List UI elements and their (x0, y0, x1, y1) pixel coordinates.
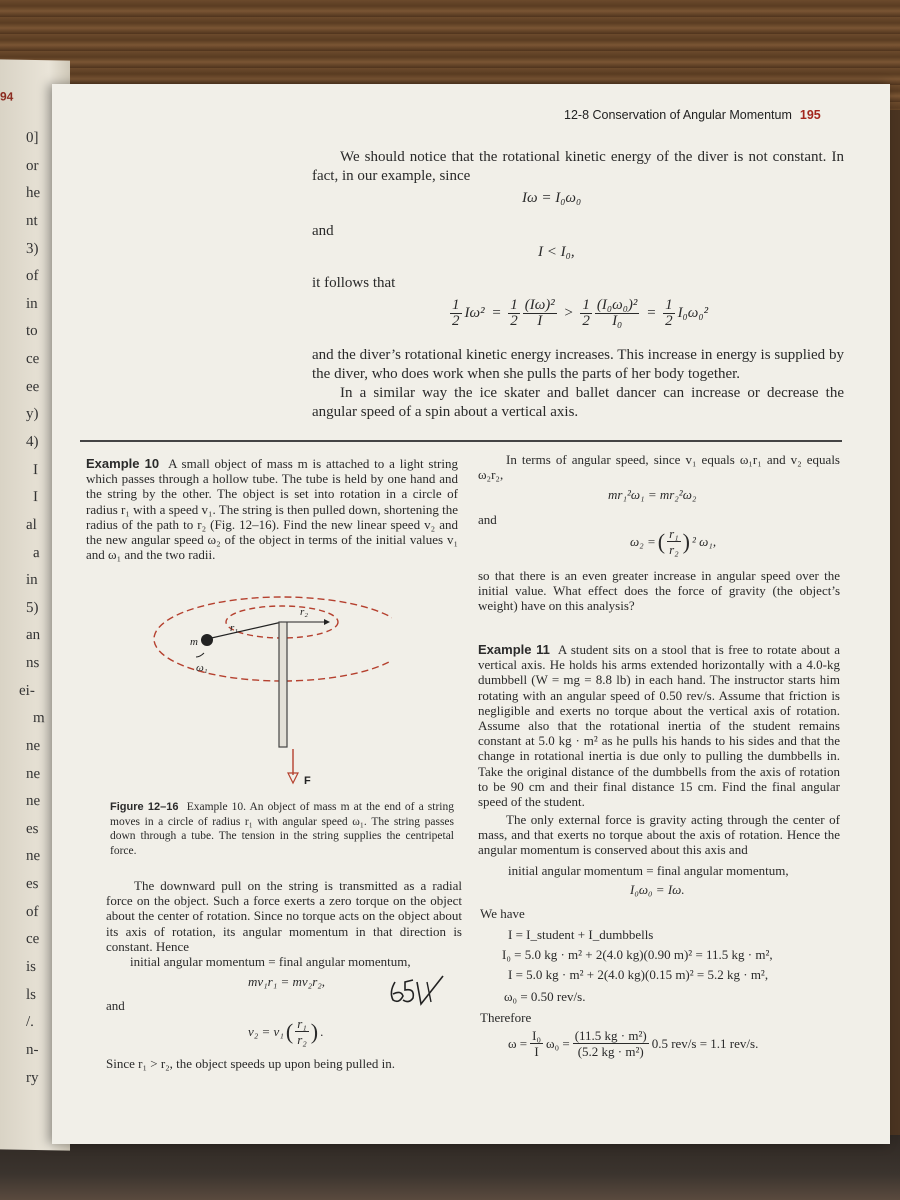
example-11-equation-1: initial angular momentum = final angular momentum, (508, 863, 789, 878)
label-r2: r₂ (300, 606, 309, 618)
left-margin-fragment: m (33, 710, 45, 727)
r1-over-r2-squared: $\frac{\text{r₁}}{\text{r₂}}$ (669, 526, 679, 557)
figure-caption-text: Example 10. An object of mass m at the end of a string moves in a circle of radius r₁ with angular speed ω₁. The string passes down through a tube. The tension in the string supplies the centripetal force. (110, 801, 454, 857)
left-margin-fragment: in (26, 571, 38, 589)
eq-lhs: Iω² (464, 305, 485, 321)
left-page-number: 94 (0, 89, 14, 104)
right-paragraph-1: In terms of angular speed, since v₁ equals ω₁r₁ and v₂ equals ω₂r₂, (478, 452, 840, 483)
kinetic-energy-equation: $\frac{1}{2}$ Iω² = $\frac{1}{2}$ $\frac{\text{(Iω)²}}{I}$ > $\frac{1}{2}$ $\frac{\text{(I₀ω₀)²}}{\text{I₀}}$ = $\frac{1}{2}$ I₀ω₀² (452, 297, 709, 329)
right-and: and (478, 512, 497, 527)
left-margin-fragment: is (26, 958, 37, 976)
left-margin-fragment: I (33, 461, 38, 478)
left-margin-fragment: ls (26, 986, 37, 1003)
example-11-equation-7 (508, 1028, 758, 1059)
frac-half-2: $\frac{1}{2}$ (510, 297, 518, 329)
solution-10-and: and (106, 998, 125, 1013)
intro-paragraph-3: In a similar way the ice skater and ballet dancer can increase or decrease the angular speed of a spin about a vertical axis. (312, 385, 844, 420)
example-11-text (478, 642, 840, 809)
left-margin-fragment: 5) (26, 599, 39, 616)
r2-arrowhead (324, 619, 330, 625)
left-margin-fragment: ce (26, 931, 40, 948)
intro-equation-1: Iω = I₀ω₀ (522, 190, 582, 206)
intro-paragraph-1: We should notice that the rotational kinetic energy of the diver is not constant. In fact, in our example, since (312, 149, 844, 184)
solution-10-equation-2: mv₁r₁ = mv₂r₂, (248, 974, 326, 989)
solution-10-equation-3: v₂ = v₁ ( $\frac{\text{r₁}}{\text{r₂}}$ ) . (248, 1016, 324, 1047)
example-11-equation-3: I = I_student + I_dumbbells (508, 927, 654, 942)
section-rule (80, 440, 842, 442)
example-11-equation-5: I = 5.0 kg · m² + 2(4.0 kg)(0.15 m)² = 5.2 kg · m², (508, 967, 769, 982)
left-margin-fragment: in (26, 295, 38, 312)
frac-half-3: $\frac{1}{2}$ (582, 297, 590, 329)
left-margin-fragment: ne (26, 793, 41, 810)
example-11-we-have: We have (480, 906, 525, 921)
header-section-title: 12-8 Conservation of Angular Momentum (564, 108, 792, 122)
left-margin-fragment: es (26, 875, 39, 893)
label-F: F (304, 775, 311, 787)
frac-half-4: $\frac{1}{2}$ (665, 297, 673, 329)
left-margin-fragment: 0] (26, 129, 39, 147)
intro-and: and (312, 223, 334, 239)
intro-it-follows: it follows that (312, 275, 396, 291)
label-omega1: ω₁ (196, 662, 208, 674)
right-equation-2: ω₂ = ( $\frac{\text{r₁}}{\text{r₂}}$ ) ² ω₁, (630, 526, 717, 557)
left-margin-fragment: ry (26, 1069, 39, 1086)
floor-background (0, 1135, 900, 1200)
left-margin-fragment: or (26, 157, 39, 174)
left-margin-fragment: he (26, 185, 41, 202)
left-margin-fragment: n- (26, 1041, 39, 1058)
omega-arrow (196, 653, 204, 657)
left-margin-fragment: ei- (19, 682, 35, 699)
left-margin-fragment: ne (26, 765, 41, 782)
example-11-body: A student sits on a stool that is free to rotate about a vertical axis. He holds his arms extended horizontally with a 4.0-kg dumbbell (W = mg = 8.8 lb) in each hand. The instructor starts him rotating with an angular speed of 0.50 rev/s. Assume that friction is negligible and exerts no torque about the vertical axis of rotation. Assume also that the rotational inertia of the student remains constant at 5.0 kg · m² as he pulls his hands to his sides and that the change in rotational inertia is due only to pulling the dumbbells in. Take the original distance of the dumbbells from the axis of rotation to be 90 cm and their final distance 15 cm. Find the final angular speed of the student. (478, 642, 840, 810)
example-11-label: Example 11 (478, 642, 550, 657)
left-margin-fragment: a (33, 544, 40, 561)
left-margin-fragment: to (26, 323, 38, 340)
solution-10-equation-1: initial angular momentum = final angular momentum, (130, 954, 411, 969)
example-10-body: A small object of mass m is attached to a light string which passes through a hollow tube. The tube is held by one hand and the string by the other. The object is set into rotation in a circle of radius r₁ with a speed v₁. The string is then pulled down, shortening the radius of the path to r₂ (Fig. 12–16). Find the new linear speed v₂ and the new angular speed ω₂ of the object in terms of the initial values v₁ and ω₁ and the two radii. (86, 456, 458, 563)
right-paragraph-2: so that there is an even greater increase in angular speed over the initial value. What effect does the force of gravity (the object’s weight) have on this analysis? (478, 568, 840, 614)
example-10-text (86, 456, 458, 562)
omega-lhs: ω = (508, 1035, 528, 1051)
left-margin-fragment: /. (26, 1014, 34, 1031)
solution-10-paragraph-1: The downward pull on the string is transmitted as a radial force on the object. Such a force exerts a zero torque on the object about the center of rotation. Since no torque acts on the object about its axis of rotation, its angular momentum in that direction is constant. Hence (106, 878, 462, 954)
r1-over-r2: $\frac{\text{r₁}}{\text{r₂}}$ (297, 1016, 307, 1047)
example-11-equation-4: I₀ = 5.0 kg · m² + 2(4.0 kg)(0.90 m)² = 11.5 kg · m², (502, 947, 773, 962)
handwritten-text (387, 974, 388, 975)
inertia-ratio: $\frac{\text{(11.5 kg · m²)}}{\text{(5.2 kg · m²)}}$ (574, 1028, 647, 1059)
left-margin-fragment: es (26, 820, 39, 837)
running-header (564, 108, 821, 122)
left-margin-fragment: ne (26, 848, 41, 865)
left-margin-fragment: I (33, 489, 38, 506)
frac-iw: $\frac{\text{(Iω)²}}{I}$ (524, 297, 555, 329)
header-page-number: 195 (799, 108, 821, 122)
omega-result: 0.5 rev/s = 1.1 rev/s. (651, 1035, 759, 1051)
figure-caption-label: Figure 12–16 (110, 801, 179, 813)
v2-lhs: v₂ = v₁ (248, 1023, 284, 1039)
left-margin-fragment: ns (26, 654, 40, 672)
left-margin-fragment: ce (26, 350, 40, 368)
figure-12-16-diagram (92, 589, 392, 794)
intro-equation-2: I < I₀, (538, 244, 575, 260)
example-11-therefore: Therefore (480, 1010, 532, 1025)
left-margin-fragment: of (26, 267, 39, 285)
left-margin-fragment: 4) (26, 433, 39, 451)
left-margin-fragment: al (26, 516, 37, 533)
hollow-tube (279, 622, 287, 747)
example-10-label: Example 10 (86, 456, 160, 471)
frac-i0w0: $\frac{\text{(I₀ω₀)²}}{\text{I₀}}$ (596, 297, 638, 329)
string-line (207, 622, 282, 639)
handwritten-scribble-svg (387, 974, 447, 1018)
solution-10-paragraph-2: Since r₁ > r₂, the object speeds up upon being pulled in. (106, 1056, 395, 1071)
left-margin-fragment: an (26, 627, 41, 644)
book-page (52, 84, 890, 1144)
frac-half-1: $\frac{1}{2}$ (452, 297, 460, 329)
left-margin-fragment: ee (26, 378, 40, 395)
example-11-paragraph-2: The only external force is gravity acting through the center of mass, and that exerts no torque about the axis of rotation. Hence the angular momentum is conserved about this axis and (478, 812, 840, 858)
example-11-equation-2: I₀ω₀ = Iω. (630, 882, 685, 897)
left-margin-fragment: 3) (26, 240, 39, 257)
omega1-rhs: ² ω₁, (691, 533, 717, 549)
label-m: m (190, 636, 198, 648)
left-margin-fragment: ne (26, 737, 41, 755)
figure-caption (110, 800, 454, 858)
mass-object (201, 634, 213, 646)
i0-over-i: $\frac{\text{I₀}}{I}$ (532, 1028, 542, 1059)
omega2-lhs: ω₂ = (630, 533, 656, 549)
example-11-equation-6: ω₀ = 0.50 rev/s. (504, 989, 586, 1004)
handwritten-mark (387, 974, 447, 1023)
left-margin-fragment: y) (26, 406, 39, 423)
intro-paragraph-2: and the diver’s rotational kinetic energy increases. This increase in energy is supplied by the diver, who does work when she pulls the parts of her body together. (312, 347, 844, 382)
right-equation-1: mr₁²ω₁ = mr₂²ω₂ (608, 487, 697, 502)
left-margin-fragment: of (26, 903, 39, 920)
eq-rhs: I₀ω₀² (677, 305, 709, 321)
omega0-mid: ω₀ = (546, 1035, 570, 1051)
left-margin-fragment: nt (26, 212, 38, 229)
label-r1: r₁ (230, 622, 239, 634)
